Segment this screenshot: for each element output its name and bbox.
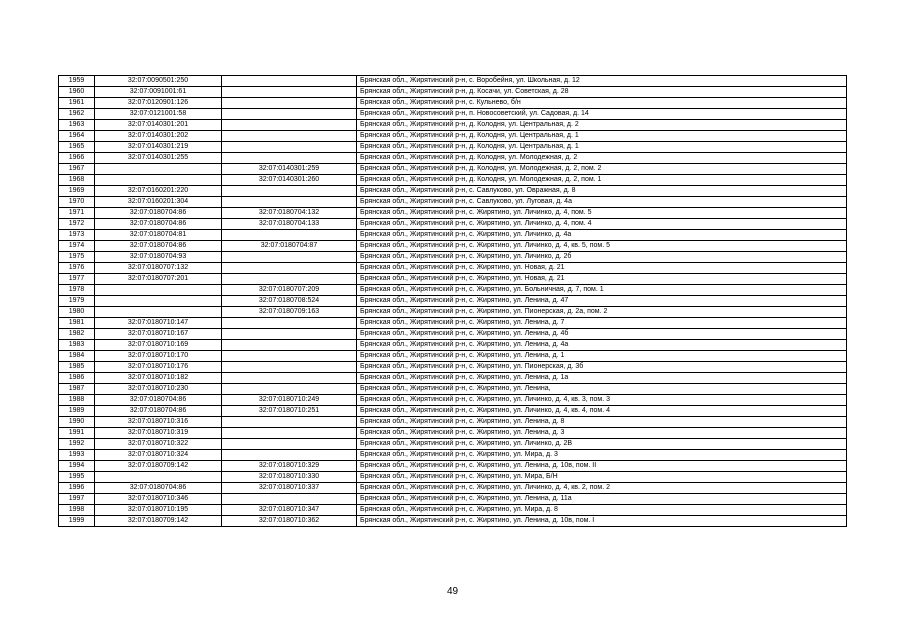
room-cadastral-number-cell <box>222 329 357 340</box>
table-row <box>59 98 847 109</box>
address-cell: Брянская обл., Жирятинский р-н, с. Жирятино, ул. Личинко, д. 4а <box>357 230 847 241</box>
address-cell: Брянская обл., Жирятинский р-н, с. Жирятино, ул. Новая, д. 21 <box>357 274 847 285</box>
row-number-cell: 1996 <box>59 483 95 494</box>
address-cell: Брянская обл., Жирятинский р-н, с. Жирятино, ул. Пионерская, д. 3б <box>357 362 847 373</box>
room-cadastral-number-cell <box>222 494 357 505</box>
room-cadastral-number-cell <box>222 120 357 131</box>
row-number-cell: 1994 <box>59 461 95 472</box>
address-cell: Брянская обл., Жирятинский р-н, д. Косачи, ул. Советская, д. 28 <box>357 87 847 98</box>
cadastral-number-cell: 32:07:0180704:86 <box>95 406 222 417</box>
cadastral-number-cell: 32:07:0091001:61 <box>95 87 222 98</box>
cadastral-number-cell <box>95 164 222 175</box>
cadastral-number-cell: 32:07:0140301:201 <box>95 120 222 131</box>
row-number-cell: 1987 <box>59 384 95 395</box>
room-cadastral-number-cell <box>222 351 357 362</box>
room-cadastral-number-cell <box>222 109 357 120</box>
table-row <box>59 450 847 461</box>
room-cadastral-number-cell: 32:07:0180710:249 <box>222 395 357 406</box>
address-cell: Брянская обл., Жирятинский р-н, с. Жирятино, ул. Ленина, д. 3 <box>357 428 847 439</box>
table-row <box>59 516 847 527</box>
cadastral-number-cell <box>95 307 222 318</box>
table-row <box>59 329 847 340</box>
table-row <box>59 164 847 175</box>
address-cell: Брянская обл., Жирятинский р-н, с. Жирятино, ул. Ленина, д. 10в, пом. I <box>357 516 847 527</box>
table-row <box>59 472 847 483</box>
table-row <box>59 186 847 197</box>
room-cadastral-number-cell: 32:07:0180710:337 <box>222 483 357 494</box>
cadastral-number-cell: 32:07:0180710:322 <box>95 439 222 450</box>
cadastral-number-cell: 32:07:0180710:319 <box>95 428 222 439</box>
address-cell: Брянская обл., Жирятинский р-н, с. Жирятино, ул. Ленина, <box>357 384 847 395</box>
room-cadastral-number-cell: 32:07:0180710:251 <box>222 406 357 417</box>
address-cell: Брянская обл., Жирятинский р-н, с. Жирятино, ул. Больничная, д. 7, пом. 1 <box>357 285 847 296</box>
page-number: 49 <box>446 586 459 597</box>
room-cadastral-number-cell <box>222 439 357 450</box>
table-row <box>59 208 847 219</box>
room-cadastral-number-cell <box>222 428 357 439</box>
cadastral-number-cell: 32:07:0180710:167 <box>95 329 222 340</box>
room-cadastral-number-cell <box>222 417 357 428</box>
row-number-cell: 1966 <box>59 153 95 164</box>
room-cadastral-number-cell: 32:07:0180710:330 <box>222 472 357 483</box>
row-number-cell: 1992 <box>59 439 95 450</box>
address-cell: Брянская обл., Жирятинский р-н, с. Жирятино, ул. Ленина, д. 1 <box>357 351 847 362</box>
cadastral-number-cell: 32:07:0180710:324 <box>95 450 222 461</box>
table-row <box>59 296 847 307</box>
table-row <box>59 109 847 120</box>
table-row <box>59 373 847 384</box>
room-cadastral-number-cell: 32:07:0180710:329 <box>222 461 357 472</box>
row-number-cell: 1986 <box>59 373 95 384</box>
room-cadastral-number-cell <box>222 186 357 197</box>
table-row <box>59 417 847 428</box>
cadastral-number-cell: 32:07:0140301:255 <box>95 153 222 164</box>
room-cadastral-number-cell <box>222 142 357 153</box>
room-cadastral-number-cell <box>222 362 357 373</box>
row-number-cell: 1983 <box>59 340 95 351</box>
table-row <box>59 505 847 516</box>
cadastral-number-cell: 32:07:0180704:93 <box>95 252 222 263</box>
table-row <box>59 230 847 241</box>
room-cadastral-number-cell: 32:07:0140301:260 <box>222 175 357 186</box>
address-cell: Брянская обл., Жирятинский р-н, д. Колодня, ул. Центральная, д. 1 <box>357 131 847 142</box>
address-cell: Брянская обл., Жирятинский р-н, с. Жирятино, ул. Ленина, д. 4б <box>357 329 847 340</box>
row-number-cell: 1962 <box>59 109 95 120</box>
address-cell: Брянская обл., Жирятинский р-н, с. Савлуково, ул. Луговая, д. 4а <box>357 197 847 208</box>
cadastral-number-cell <box>95 472 222 483</box>
cadastral-number-cell: 32:07:0180704:86 <box>95 208 222 219</box>
address-cell: Брянская обл., Жирятинский р-н, п. Новосоветский, ул. Садовая, д. 14 <box>357 109 847 120</box>
row-number-cell: 1960 <box>59 87 95 98</box>
room-cadastral-number-cell <box>222 450 357 461</box>
cadastral-number-cell: 32:07:0140301:202 <box>95 131 222 142</box>
table-row <box>59 428 847 439</box>
cadastral-number-cell: 32:07:0180710:169 <box>95 340 222 351</box>
table-row <box>59 384 847 395</box>
address-cell: Брянская обл., Жирятинский р-н, с. Жирятино, ул. Мира, д. 3 <box>357 450 847 461</box>
cadastral-number-cell: 32:07:0160201:220 <box>95 186 222 197</box>
row-number-cell: 1982 <box>59 329 95 340</box>
address-cell: Брянская обл., Жирятинский р-н, с. Жирятино, ул. Личинко, д. 4, кв. 2, пом. 2 <box>357 483 847 494</box>
row-number-cell: 1989 <box>59 406 95 417</box>
address-cell: Брянская обл., Жирятинский р-н, д. Колодня, ул. Молодежная, д. 2, пом. 1 <box>357 175 847 186</box>
cadastral-number-cell: 32:07:0180707:201 <box>95 274 222 285</box>
table-row <box>59 197 847 208</box>
row-number-cell: 1964 <box>59 131 95 142</box>
table-row <box>59 241 847 252</box>
room-cadastral-number-cell <box>222 318 357 329</box>
room-cadastral-number-cell <box>222 373 357 384</box>
row-number-cell: 1972 <box>59 219 95 230</box>
address-cell: Брянская обл., Жирятинский р-н, с. Жирятино, ул. Личинко, д. 4, пом. 4 <box>357 219 847 230</box>
room-cadastral-number-cell <box>222 98 357 109</box>
row-number-cell: 1985 <box>59 362 95 373</box>
row-number-cell: 1977 <box>59 274 95 285</box>
table-row <box>59 340 847 351</box>
row-number-cell: 1961 <box>59 98 95 109</box>
table-body <box>59 76 847 527</box>
cadastral-number-cell <box>95 285 222 296</box>
room-cadastral-number-cell: 32:07:0180708:524 <box>222 296 357 307</box>
row-number-cell: 1984 <box>59 351 95 362</box>
row-number-cell: 1997 <box>59 494 95 505</box>
row-number-cell: 1976 <box>59 263 95 274</box>
address-cell: Брянская обл., Жирятинский р-н, д. Колодня, ул. Центральная, д. 1 <box>357 142 847 153</box>
cadastral-number-cell: 32:07:0180704:81 <box>95 230 222 241</box>
address-cell: Брянская обл., Жирятинский р-н, с. Жирятино, ул. Личинко, д. 2В <box>357 439 847 450</box>
room-cadastral-number-cell <box>222 230 357 241</box>
address-cell: Брянская обл., Жирятинский р-н, с. Жирятино, ул. Ленина, д. 47 <box>357 296 847 307</box>
room-cadastral-number-cell: 32:07:0140301:259 <box>222 164 357 175</box>
cadastral-number-cell: 32:07:0180710:195 <box>95 505 222 516</box>
row-number-cell: 1990 <box>59 417 95 428</box>
table-row <box>59 153 847 164</box>
address-cell: Брянская обл., Жирятинский р-н, с. Жирятино, ул. Мира, д. 8 <box>357 505 847 516</box>
cadastral-number-cell: 32:07:0180710:170 <box>95 351 222 362</box>
cadastral-number-cell: 32:07:0140301:219 <box>95 142 222 153</box>
cadastral-number-cell: 32:07:0090501:250 <box>95 76 222 87</box>
address-cell: Брянская обл., Жирятинский р-н, с. Жирятино, ул. Ленина, д. 10в, пом. II <box>357 461 847 472</box>
table-row <box>59 87 847 98</box>
cadastral-number-cell: 32:07:0180704:86 <box>95 241 222 252</box>
room-cadastral-number-cell <box>222 197 357 208</box>
row-number-cell: 1999 <box>59 516 95 527</box>
cadastral-number-cell: 32:07:0180704:86 <box>95 219 222 230</box>
address-cell: Брянская обл., Жирятинский р-н, с. Жирятино, ул. Пионерская, д. 2а, пом. 2 <box>357 307 847 318</box>
row-number-cell: 1969 <box>59 186 95 197</box>
cadastral-number-cell: 32:07:0180710:147 <box>95 318 222 329</box>
address-cell: Брянская обл., Жирятинский р-н, с. Жирятино, ул. Ленина, д. 4а <box>357 340 847 351</box>
room-cadastral-number-cell: 32:07:0180710:362 <box>222 516 357 527</box>
row-number-cell: 1975 <box>59 252 95 263</box>
address-cell: Брянская обл., Жирятинский р-н, с. Жирятино, ул. Личинко, д. 4, пом. 5 <box>357 208 847 219</box>
table-row <box>59 318 847 329</box>
cadastral-number-cell: 32:07:0180707:132 <box>95 263 222 274</box>
address-cell: Брянская обл., Жирятинский р-н, с. Жирятино, ул. Ленина, д. 7 <box>357 318 847 329</box>
table-row <box>59 285 847 296</box>
address-cell: Брянская обл., Жирятинский р-н, с. Жирятино, ул. Ленина, д. 11а <box>357 494 847 505</box>
row-number-cell: 1988 <box>59 395 95 406</box>
room-cadastral-number-cell <box>222 263 357 274</box>
table-row <box>59 406 847 417</box>
table-row <box>59 439 847 450</box>
address-cell: Брянская обл., Жирятинский р-н, с. Жирятино, ул. Ленина, д. 1а <box>357 373 847 384</box>
address-cell: Брянская обл., Жирятинский р-н, с. Кульнево, б/н <box>357 98 847 109</box>
table-row <box>59 362 847 373</box>
table-row <box>59 461 847 472</box>
row-number-cell: 1968 <box>59 175 95 186</box>
room-cadastral-number-cell <box>222 131 357 142</box>
table-row <box>59 76 847 87</box>
room-cadastral-number-cell: 32:07:0180704:133 <box>222 219 357 230</box>
cadastral-number-cell <box>95 296 222 307</box>
cadastral-number-cell: 32:07:0180710:230 <box>95 384 222 395</box>
room-cadastral-number-cell: 32:07:0180704:87 <box>222 241 357 252</box>
room-cadastral-number-cell <box>222 384 357 395</box>
row-number-cell: 1981 <box>59 318 95 329</box>
room-cadastral-number-cell <box>222 76 357 87</box>
cadastral-number-cell: 32:07:0180709:142 <box>95 516 222 527</box>
room-cadastral-number-cell <box>222 274 357 285</box>
table-row <box>59 483 847 494</box>
table-row <box>59 395 847 406</box>
table-row <box>59 120 847 131</box>
address-cell: Брянская обл., Жирятинский р-н, с. Воробейня, ул. Школьная, д. 12 <box>357 76 847 87</box>
row-number-cell: 1973 <box>59 230 95 241</box>
cadastral-number-cell: 32:07:0120901:126 <box>95 98 222 109</box>
table-row <box>59 142 847 153</box>
property-table <box>58 75 847 527</box>
address-cell: Брянская обл., Жирятинский р-н, с. Жирятино, ул. Ленина, д. 8 <box>357 417 847 428</box>
table-row <box>59 252 847 263</box>
row-number-cell: 1974 <box>59 241 95 252</box>
cadastral-number-cell: 32:07:0180710:346 <box>95 494 222 505</box>
row-number-cell: 1991 <box>59 428 95 439</box>
row-number-cell: 1995 <box>59 472 95 483</box>
room-cadastral-number-cell <box>222 340 357 351</box>
room-cadastral-number-cell: 32:07:0180707:209 <box>222 285 357 296</box>
address-cell: Брянская обл., Жирятинский р-н, д. Колодня, ул. Молодежная, д. 2, пом. 2 <box>357 164 847 175</box>
cadastral-number-cell: 32:07:0180710:176 <box>95 362 222 373</box>
table-row <box>59 263 847 274</box>
row-number-cell: 1993 <box>59 450 95 461</box>
row-number-cell: 1980 <box>59 307 95 318</box>
table-row <box>59 131 847 142</box>
cadastral-number-cell: 32:07:0180704:86 <box>95 483 222 494</box>
address-cell: Брянская обл., Жирятинский р-н, д. Колодня, ул. Молодежная, д. 2 <box>357 153 847 164</box>
row-number-cell: 1979 <box>59 296 95 307</box>
table-row <box>59 219 847 230</box>
address-cell: Брянская обл., Жирятинский р-н, с. Жирятино, ул. Мира, Б/Н <box>357 472 847 483</box>
table-row <box>59 307 847 318</box>
room-cadastral-number-cell: 32:07:0180709:163 <box>222 307 357 318</box>
address-cell: Брянская обл., Жирятинский р-н, с. Жирятино, ул. Личинко, д. 4, кв. 4, пом. 4 <box>357 406 847 417</box>
table-row <box>59 351 847 362</box>
row-number-cell: 1963 <box>59 120 95 131</box>
cadastral-number-cell <box>95 175 222 186</box>
room-cadastral-number-cell <box>222 153 357 164</box>
row-number-cell: 1965 <box>59 142 95 153</box>
address-cell: Брянская обл., Жирятинский р-н, с. Жирятино, ул. Личинко, д. 4, кв. 3, пом. 3 <box>357 395 847 406</box>
cadastral-number-cell: 32:07:0160201:304 <box>95 197 222 208</box>
address-cell: Брянская обл., Жирятинский р-н, с. Жирятино, ул. Новая, д. 21 <box>357 263 847 274</box>
cadastral-number-cell: 32:07:0180710:182 <box>95 373 222 384</box>
table-row <box>59 175 847 186</box>
row-number-cell: 1978 <box>59 285 95 296</box>
room-cadastral-number-cell <box>222 87 357 98</box>
room-cadastral-number-cell: 32:07:0180710:347 <box>222 505 357 516</box>
room-cadastral-number-cell <box>222 252 357 263</box>
cadastral-number-cell: 32:07:0180710:316 <box>95 417 222 428</box>
row-number-cell: 1970 <box>59 197 95 208</box>
row-number-cell: 1967 <box>59 164 95 175</box>
cadastral-number-cell: 32:07:0180709:142 <box>95 461 222 472</box>
room-cadastral-number-cell: 32:07:0180704:132 <box>222 208 357 219</box>
address-cell: Брянская обл., Жирятинский р-н, д. Колодня, ул. Центральная, д. 2 <box>357 120 847 131</box>
row-number-cell: 1971 <box>59 208 95 219</box>
row-number-cell: 1959 <box>59 76 95 87</box>
address-cell: Брянская обл., Жирятинский р-н, с. Жирятино, ул. Личинко, д. 2б <box>357 252 847 263</box>
address-cell: Брянская обл., Жирятинский р-н, с. Савлуково, ул. Овражная, д. 8 <box>357 186 847 197</box>
address-cell: Брянская обл., Жирятинский р-н, с. Жирятино, ул. Личинко, д. 4, кв. 5, пом. 5 <box>357 241 847 252</box>
table-row <box>59 274 847 285</box>
table-row <box>59 494 847 505</box>
cadastral-number-cell: 32:07:0121001:58 <box>95 109 222 120</box>
cadastral-number-cell: 32:07:0180704:86 <box>95 395 222 406</box>
row-number-cell: 1998 <box>59 505 95 516</box>
